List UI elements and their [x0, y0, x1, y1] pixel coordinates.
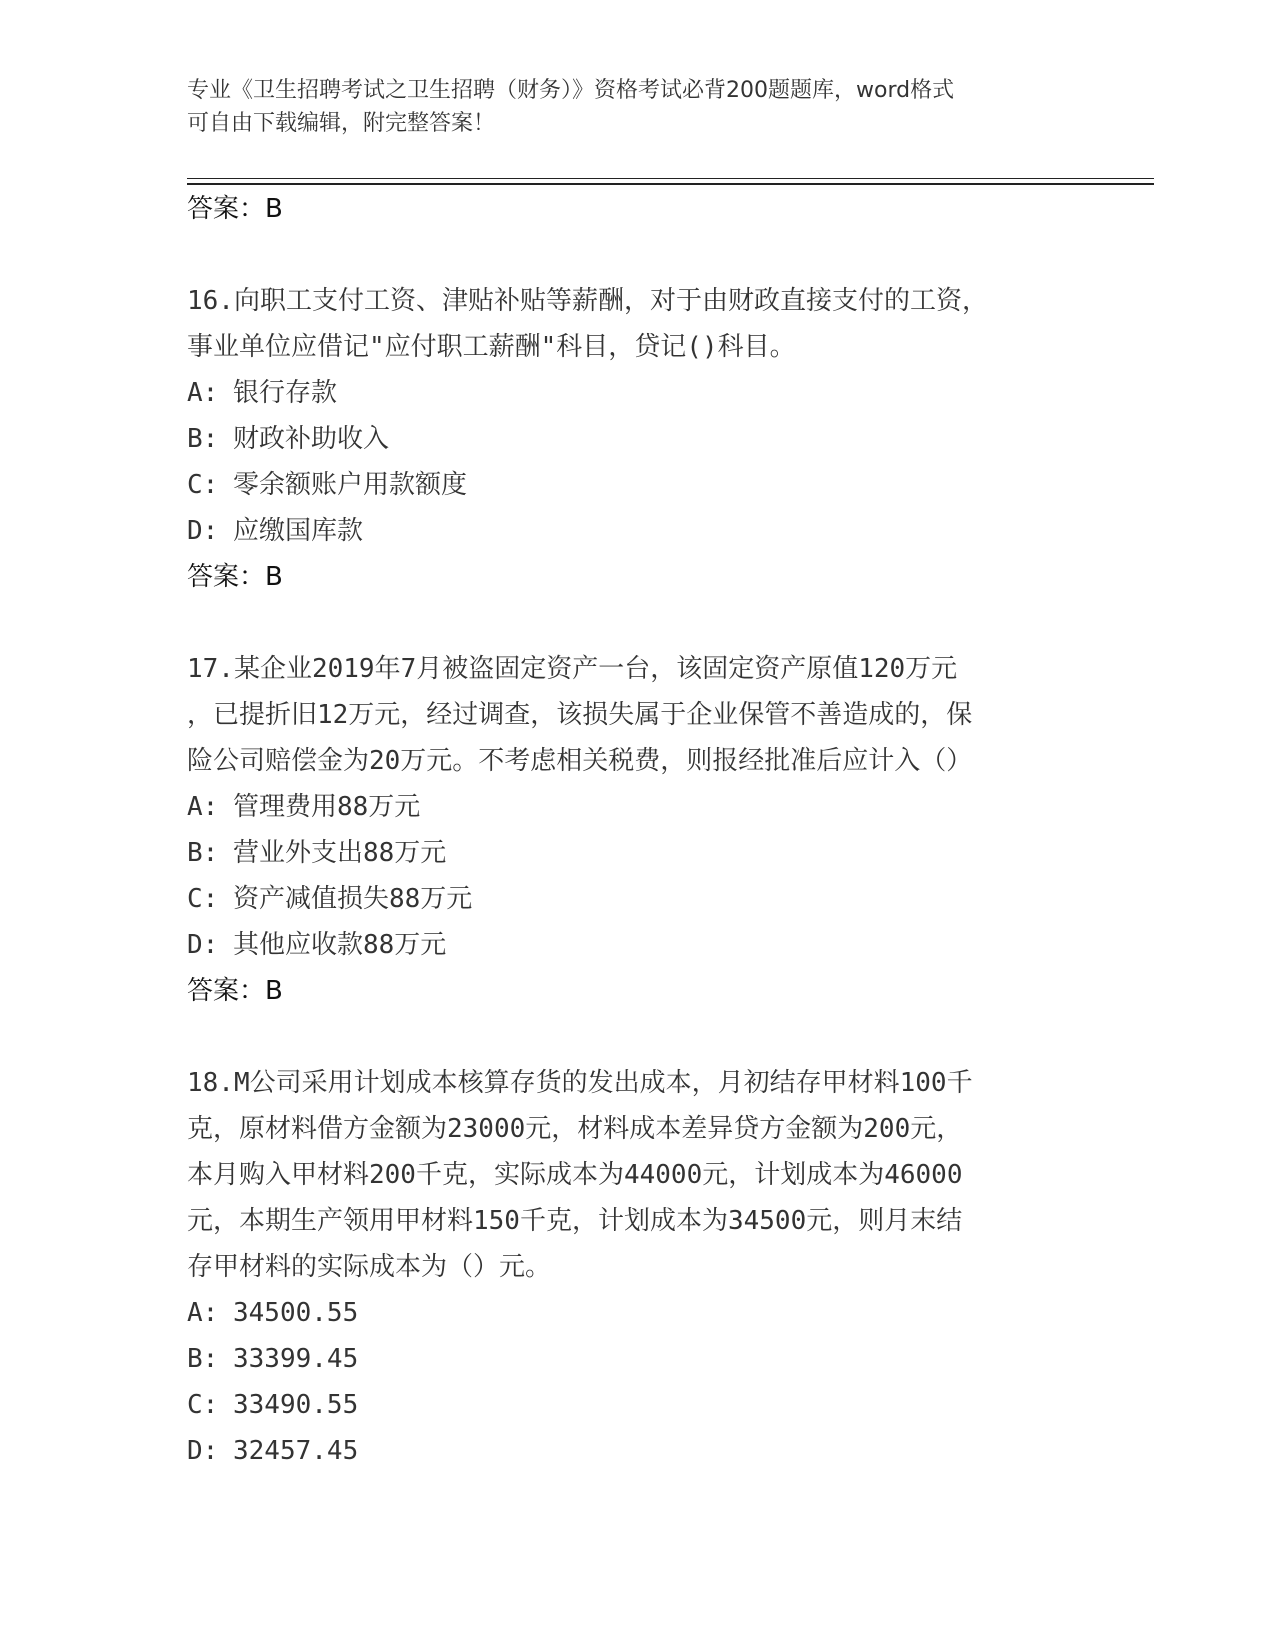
option-text: 33399.45 — [233, 1344, 359, 1374]
question-line: 16.向职工支付工资、津贴补贴等薪酬，对于由财政直接支付的工资， — [187, 286, 988, 316]
option-key: D: — [187, 1436, 219, 1466]
option-text: 其他应收款88万元 — [233, 930, 447, 960]
answer-line: 答案：B — [187, 976, 283, 1006]
option-d — [187, 1428, 1087, 1474]
header-divider-thin — [187, 178, 1154, 179]
question-line: 本月购入甲材料200千克，实际成本为44000元，计划成本为46000 — [187, 1160, 963, 1190]
question-text — [187, 1060, 1087, 1290]
question-line: 险公司赔偿金为20万元。不考虑相关税费，则报经批准后应计入（） — [187, 746, 973, 776]
question-line: 存甲材料的实际成本为（）元。 — [187, 1252, 552, 1282]
option-text: 零余额账户用款额度 — [233, 470, 468, 500]
question-text — [187, 646, 1087, 784]
option-a — [187, 784, 1087, 830]
option-c — [187, 876, 1087, 922]
option-text: 34500.55 — [233, 1298, 359, 1328]
question-text — [187, 278, 1087, 370]
option-b — [187, 830, 1087, 876]
option-key: B: — [187, 838, 219, 868]
option-b — [187, 1336, 1087, 1382]
header-line: 专业《卫生招聘考试之卫生招聘（财务）》资格考试必背200题题库，word格式 — [187, 78, 955, 103]
option-key: C: — [187, 884, 219, 914]
page-body — [187, 186, 1087, 1474]
question-16 — [187, 278, 1087, 600]
header-divider-thick — [187, 183, 1154, 185]
option-text: 管理费用88万元 — [233, 792, 421, 822]
option-key: B: — [187, 1344, 219, 1374]
option-d — [187, 508, 1087, 554]
option-key: A: — [187, 378, 219, 408]
option-text: 营业外支出88万元 — [233, 838, 447, 868]
option-key: A: — [187, 1298, 219, 1328]
option-text: 银行存款 — [233, 378, 338, 408]
option-key: A: — [187, 792, 219, 822]
document-header — [187, 74, 1067, 140]
question-line: 元，本期生产领用甲材料150千克，计划成本为34500元，则月末结 — [187, 1206, 963, 1236]
header-line: 可自由下载编辑，附完整答案！ — [187, 111, 496, 136]
option-a — [187, 370, 1087, 416]
option-key: B: — [187, 424, 219, 454]
question-line: 事业单位应借记"应付职工薪酬"科目，贷记()科目。 — [187, 332, 796, 362]
option-key: C: — [187, 470, 219, 500]
option-b — [187, 416, 1087, 462]
question-17 — [187, 646, 1087, 1014]
option-text: 应缴国库款 — [233, 516, 364, 546]
option-key: D: — [187, 516, 219, 546]
option-text: 财政补助收入 — [233, 424, 390, 454]
option-text: 资产减值损失88万元 — [233, 884, 473, 914]
answer-line: 答案：B — [187, 562, 283, 592]
question-line: 18.M公司采用计划成本核算存货的发出成本，月初结存甲材料100千 — [187, 1068, 973, 1098]
option-d — [187, 922, 1087, 968]
option-a — [187, 1290, 1087, 1336]
question-18 — [187, 1060, 1087, 1474]
question-line: ，已提折旧12万元，经过调查，该损失属于企业保管不善造成的，保 — [187, 700, 973, 730]
answer-line: 答案：B — [187, 194, 283, 224]
option-text: 32457.45 — [233, 1436, 359, 1466]
option-c — [187, 462, 1087, 508]
option-key: D: — [187, 930, 219, 960]
option-c — [187, 1382, 1087, 1428]
question-line: 17.某企业2019年7月被盗固定资产一台，该固定资产原值120万元 — [187, 654, 958, 684]
option-text: 33490.55 — [233, 1390, 359, 1420]
option-key: C: — [187, 1390, 219, 1420]
question-line: 克，原材料借方金额为23000元，材料成本差异贷方金额为200元， — [187, 1114, 963, 1144]
